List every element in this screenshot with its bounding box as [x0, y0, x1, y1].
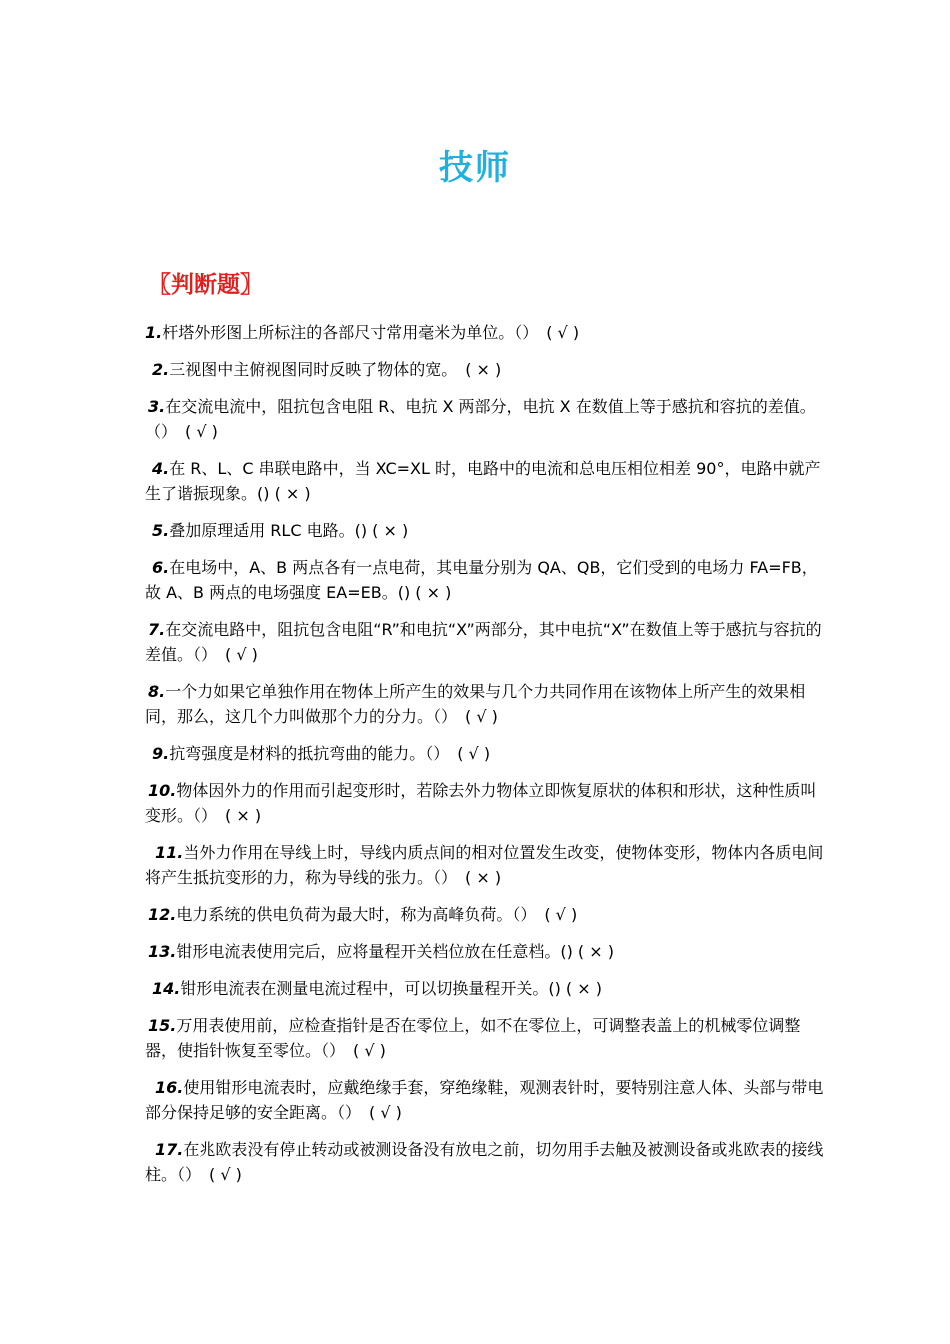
section-heading: 〖判断题〗 — [148, 272, 263, 298]
page-title: 技师 — [439, 148, 511, 188]
question-text: 使用钳形电流表时，应戴绝缘手套，穿绝缘鞋，观测表针时，要特别注意人体、头部与带电部分保持足够的安全距离。（） ( √ ) — [145, 1078, 824, 1122]
question-item — [145, 1013, 825, 1063]
question-number: 6. — [152, 558, 170, 577]
question-item — [145, 1137, 825, 1187]
question-text: 钳形电流表在测量电流过程中，可以切换量程开关。() ( × ) — [180, 979, 602, 998]
question-item — [145, 741, 825, 766]
question-item — [145, 320, 825, 345]
question-number: 8. — [148, 682, 166, 701]
question-text: 叠加原理适用 RLC 电路。() ( × ) — [169, 521, 409, 540]
question-text: 在交流电流中，阻抗包含电阻 R、电抗 X 两部分，电抗 X 在数值上等于感抗和容抗的差值。（） ( √ ) — [145, 397, 816, 441]
question-text: 当外力作用在导线上时，导线内质点间的相对位置发生改变，使物体变形，物体内各质电间将产生抵抗变形的力，称为导线的张力。（） ( × ) — [145, 843, 824, 887]
question-text: 在电场中，A、B 两点各有一点电荷，其电量分别为 QA、QB，它们受到的电场力 FA=FB，故 A、B 两点的电场强度 EA=EB。() ( × ) — [145, 558, 818, 602]
question-number: 12. — [148, 905, 177, 924]
question-text: 钳形电流表使用完后，应将量程开关档位放在任意档。() ( × ) — [176, 942, 614, 961]
question-text: 万用表使用前，应检查指针是否在零位上，如不在零位上，可调整表盖上的机械零位调整器，使指针恢复至零位。（） ( √ ) — [145, 1016, 801, 1060]
question-item — [145, 555, 825, 605]
question-number: 3. — [148, 397, 166, 416]
question-number: 5. — [152, 521, 170, 540]
question-number: 16. — [155, 1078, 184, 1097]
question-text: 在交流电路中，阻抗包含电阻“R”和电抗“X”两部分，其中电抗“X”在数值上等于感抗与容抗的差值。（） ( √ ) — [145, 620, 822, 664]
question-text: 杆塔外形图上所标注的各部尺寸常用毫米为单位。（） ( √ ) — [162, 323, 580, 342]
question-number: 1. — [145, 323, 163, 342]
question-item — [145, 456, 825, 506]
question-number: 13. — [148, 942, 177, 961]
question-number: 15. — [148, 1016, 177, 1035]
question-number: 11. — [155, 843, 184, 862]
question-number: 17. — [155, 1140, 184, 1159]
question-item — [145, 976, 825, 1001]
question-text: 抗弯强度是材料的抵抗弯曲的能力。（） ( √ ) — [169, 744, 491, 763]
question-item — [145, 357, 825, 382]
question-text: 在 R、L、C 串联电路中，当 XC=XL 时，电路中的电流和总电压相位相差 90°，电路中就产生了谐振现象。() ( × ) — [145, 459, 821, 503]
question-item — [145, 902, 825, 927]
question-text: 电力系统的供电负荷为最大时，称为高峰负荷。（） ( √ ) — [176, 905, 578, 924]
question-list — [145, 320, 825, 1199]
question-item — [145, 778, 825, 828]
question-number: 2. — [152, 360, 170, 379]
question-text: 三视图中主俯视图同时反映了物体的宽。 ( × ) — [169, 360, 502, 379]
question-item — [145, 1075, 825, 1125]
question-item — [145, 394, 825, 444]
question-item — [145, 617, 825, 667]
question-item — [145, 939, 825, 964]
question-number: 14. — [152, 979, 181, 998]
question-number: 9. — [152, 744, 170, 763]
question-item — [145, 679, 825, 729]
question-item — [145, 840, 825, 890]
question-number: 4. — [152, 459, 170, 478]
question-number: 10. — [148, 781, 177, 800]
question-number: 7. — [148, 620, 166, 639]
question-text: 一个力如果它单独作用在物体上所产生的效果与几个力共同作用在该物体上所产生的效果相同，那么，这几个力叫做那个力的分力。（） ( √ ) — [145, 682, 806, 726]
question-text: 在兆欧表没有停止转动或被测设备没有放电之前，切勿用手去触及被测设备或兆欧表的接线柱。（） ( √ ) — [145, 1140, 824, 1184]
question-text: 物体因外力的作用而引起变形时，若除去外力物体立即恢复原状的体积和形状，这种性质叫变形。（） ( × ) — [145, 781, 817, 825]
question-item — [145, 518, 825, 543]
